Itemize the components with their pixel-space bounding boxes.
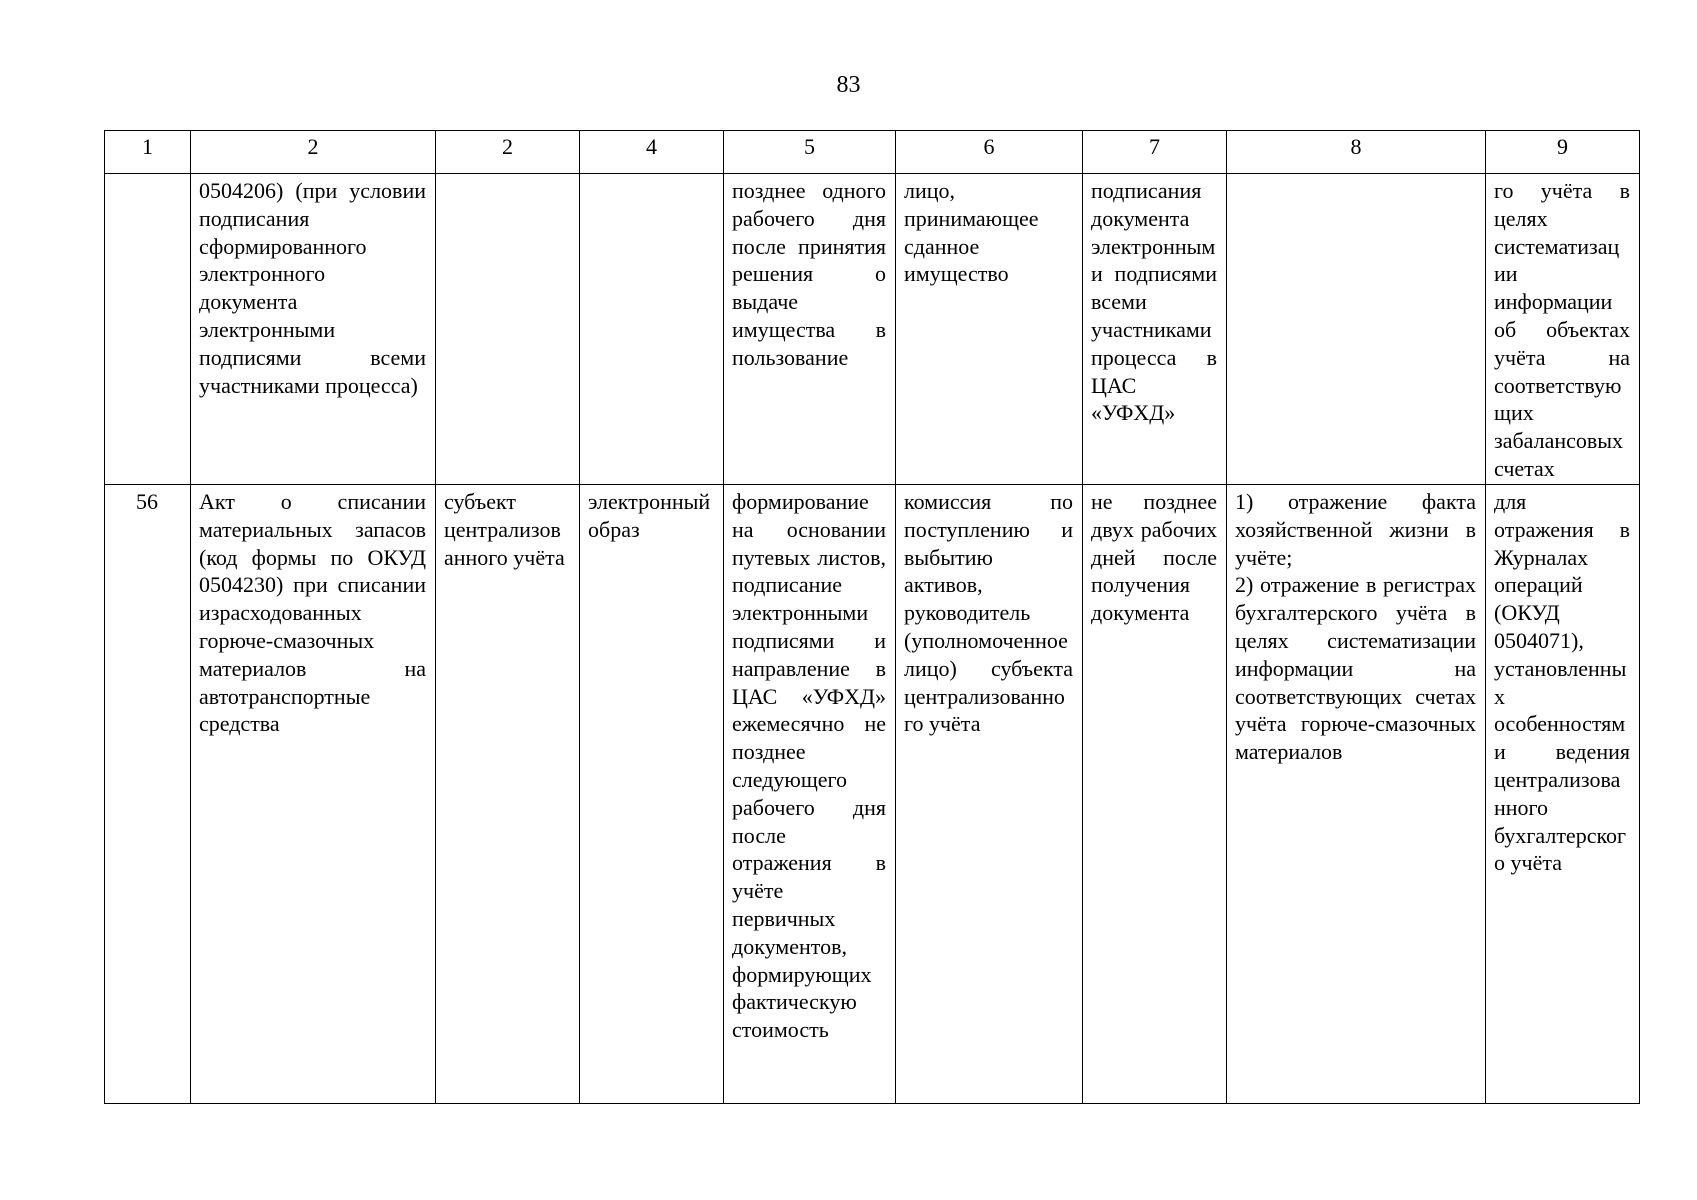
table-row — [105, 485, 1640, 1104]
column-header: 8 — [1227, 131, 1486, 174]
document-name-cell: Акт о списании материальных запасов (код формы по ОКУД 0504230) при списании израсходованных горюче-смазочных материалов на автотранспортные средства — [191, 485, 436, 1104]
column-header: 4 — [580, 131, 724, 174]
signer-cell: лицо, принимающее сданное имущество — [896, 174, 1083, 485]
format-cell: электронный образ — [580, 485, 724, 1104]
page-number: 83 — [836, 72, 861, 98]
accounting-action-cell — [1227, 485, 1486, 1104]
transfer-term-cell: подписания документа электронными подписями всеми участниками процесса в ЦАС «УФХД» — [1083, 174, 1227, 485]
format-cell — [580, 174, 724, 485]
accounting-action-item: 1) отражение факта хозяйственной жизни в учёте; — [1235, 489, 1476, 570]
column-header: 2 — [191, 131, 436, 174]
purpose-cell: го учёта в целях систематизации информации об объектах учёта на соответствующих забалансовых счетах — [1486, 174, 1640, 485]
table-header-row — [105, 131, 1640, 174]
table-row — [105, 174, 1640, 485]
column-header: 6 — [896, 131, 1083, 174]
column-header: 7 — [1083, 131, 1227, 174]
deadline-cell: формирование на основании путевых листов, подписание электронными подписями и направление в ЦАС «УФХД» ежемесячно не позднее следующего рабочего дня после отражения в учёте первичных документов, формирующих фактическую стоимость — [724, 485, 896, 1104]
transfer-term-cell: не позднее двух рабочих дней после получения документа — [1083, 485, 1227, 1104]
originator-cell: субъект централизованного учёта — [436, 485, 580, 1104]
column-header: 2 — [436, 131, 580, 174]
accounting-action-cell — [1227, 174, 1486, 485]
document-table — [104, 130, 1640, 1104]
purpose-cell: для отражения в Журналах операций (ОКУД 0504071), установленных особенностями ведения централизованного бухгалтерского учёта — [1486, 485, 1640, 1104]
document-name-cell: 0504206) (при условии подписания сформированного электронного документа электронными подписями всеми участниками процесса) — [191, 174, 436, 485]
row-number-cell — [105, 174, 191, 485]
deadline-cell: позднее одного рабочего дня после принятия решения о выдаче имущества в пользование — [724, 174, 896, 485]
row-number-cell: 56 — [105, 485, 191, 1104]
column-header: 1 — [105, 131, 191, 174]
originator-cell — [436, 174, 580, 485]
signer-cell: комиссия по поступлению и выбытию активов, руководитель (уполномоченное лицо) субъекта централизованного учёта — [896, 485, 1083, 1104]
accounting-action-item: 2) отражение в регистрах бухгалтерского учёта в целях систематизации информации на соответствующих счетах учёта горюче-смазочных материалов — [1235, 572, 1476, 765]
column-header: 9 — [1486, 131, 1640, 174]
column-header: 5 — [724, 131, 896, 174]
